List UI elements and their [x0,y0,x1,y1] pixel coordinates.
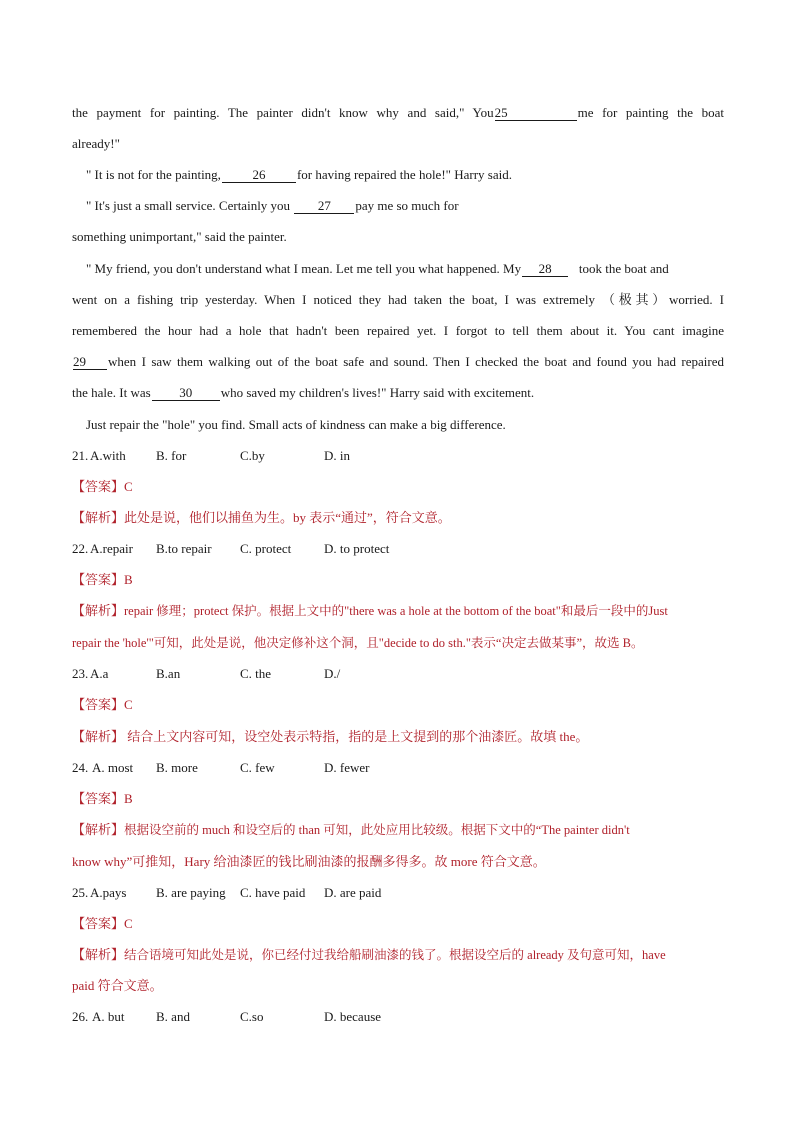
passage-text: remembered the hour had a hole that hadn't been repaired yet. I forgot to tell them about it. You cant imagine [72,323,724,338]
question-26-options [72,1008,724,1026]
passage-line [72,135,724,153]
question-25-analysis-cont [72,977,724,995]
question-22-answer [72,571,724,589]
answer-tag: 【答案】 [72,791,125,806]
analysis-text: 结合语境可知此处是说，你已经付过我给船刷油漆的钱了。根据设空后的 already 及句意可知，have [124,948,666,962]
answer-value: C [124,916,133,931]
analysis-tag: 【解析】 [72,947,125,962]
option-d: D. are paid [324,885,382,900]
option-a: A.repair [90,541,133,556]
passage-text: " My friend, you don't understand what I mean. Let me tell you what happened. My [86,261,522,276]
question-23-answer [72,696,724,714]
answer-tag: 【答案】 [72,697,125,712]
passage-line [86,166,724,184]
option-d: D. because [324,1009,382,1024]
option-c: C.so [240,1009,264,1024]
option-a: A. most [92,760,134,775]
option-c: C. protect [240,541,292,556]
analysis-text: 此处是说，他们以捕鱼为生。by 表示“通过”，符合文意。 [124,510,451,525]
passage-text: pay me so much for [355,198,459,213]
question-21-answer [72,478,724,496]
question-23-analysis [72,728,724,746]
blank-26: 26 [222,167,296,183]
option-c: C. the [240,666,272,681]
question-number: 22. [72,541,89,556]
question-21-options: 21. A.with B. for C.by D. in [72,448,350,463]
analysis-tag: 【解析】 [72,510,125,525]
question-24-options [72,759,724,777]
question-25-options [72,884,724,902]
passage-line [72,384,724,402]
answer-value: C [124,697,133,712]
blank-27: 27 [294,198,354,214]
blank-30: 30 [152,385,220,401]
passage-text: took the boat and [578,261,669,276]
option-a: A.with [90,448,126,463]
option-b: B. are paying [156,885,226,900]
question-24-analysis [72,821,724,839]
passage-line [72,353,724,371]
question-number: 23. [72,666,89,681]
passage-line [72,228,724,246]
passage-line [86,197,724,215]
question-22-analysis-cont [72,634,724,652]
passage-text: the hale. It was [72,385,151,400]
question-number: 26. [72,1009,89,1024]
question-21-analysis [72,509,724,527]
option-b: B.an [156,666,181,681]
option-b: B. more [156,760,198,775]
analysis-text: 根据设空前的 much 和设空后的 than 可知，此处应用比较级。根据下文中的“The painter didn't [124,823,630,837]
analysis-text: repair the 'hole'"可知，此处是说，他决定修补这个洞，且"decide to do sth."表示“决定去做某事”，故选 B。 [72,636,644,650]
question-25-answer [72,915,724,933]
option-d: D./ [324,666,341,681]
passage-line [72,291,724,309]
answer-tag: 【答案】 [72,479,125,494]
question-25-analysis [72,946,724,964]
passage-line [72,104,724,122]
question-number: 24. [72,760,89,775]
passage-text: me for painting the boat [577,105,724,120]
option-d: D. fewer [324,760,370,775]
analysis-text: know why”可推知，Hary 给油漆匠的钱比刷油漆的报酬多得多。故 more 符合文意。 [72,854,546,869]
option-d: D. to protect [324,541,390,556]
passage-text: for having repaired the hole!" Harry said. [296,167,512,182]
option-d: D. in [324,448,350,463]
option-a: A. but [92,1009,125,1024]
answer-tag: 【答案】 [72,916,125,931]
blank-29: 29 [73,354,107,370]
option-c: C. few [240,760,275,775]
analysis-text: 结合上文内容可知，设空处表示特指，指的是上文提到的那个油漆匠。故填 the。 [124,729,589,744]
passage-text: who saved my children's lives!" Harry said with excitement. [220,385,535,400]
analysis-text: paid 符合文意。 [72,978,163,993]
blank-25: 25 [495,105,577,121]
passage-text: went on a fishing trip yesterday. When I noticed they had taken the boat, I was extremely （极其）worried. I [72,292,724,307]
question-24-analysis-cont [72,853,724,871]
analysis-tag: 【解析】 [72,729,125,744]
question-number: 25. [72,885,89,900]
answer-value: B [124,572,133,587]
option-b: B. and [156,1009,190,1024]
answer-value: C [124,479,133,494]
analysis-tag: 【解析】 [72,603,125,618]
blank-28: 28 [522,261,568,277]
passage-text: when I saw them walking out of the boat safe and sound. Then I checked the boat and found you had repaired [108,354,724,369]
analysis-text: repair 修理；protect 保护。根据上文中的"there was a hole at the bottom of the boat"和最后一段中的Just [124,604,668,618]
passage-line [72,322,724,340]
question-22-analysis [72,602,724,620]
option-c: C.by [240,448,265,463]
passage-text: already!" [72,136,120,151]
option-a: A.a [90,666,109,681]
passage-text: " It is not for the painting, [86,167,221,182]
question-24-answer [72,790,724,808]
passage-text: something unimportant," said the painter. [72,229,287,244]
option-b: B. for [156,448,187,463]
passage-text: Just repair the "hole" you find. Small acts of kindness can make a big difference. [86,417,506,432]
passage-text: the payment for painting. The painter didn't know why and said," You [72,105,494,120]
answer-tag: 【答案】 [72,572,125,587]
question-22-options [72,540,724,558]
option-a: A.pays [90,885,127,900]
passage-line [86,260,724,278]
question-23-options [72,665,724,683]
passage-line [86,416,724,434]
option-b: B.to repair [156,541,212,556]
passage-text: " It's just a small service. Certainly you [86,198,291,213]
option-c: C. have paid [240,885,306,900]
analysis-tag: 【解析】 [72,822,125,837]
answer-value: B [124,791,133,806]
